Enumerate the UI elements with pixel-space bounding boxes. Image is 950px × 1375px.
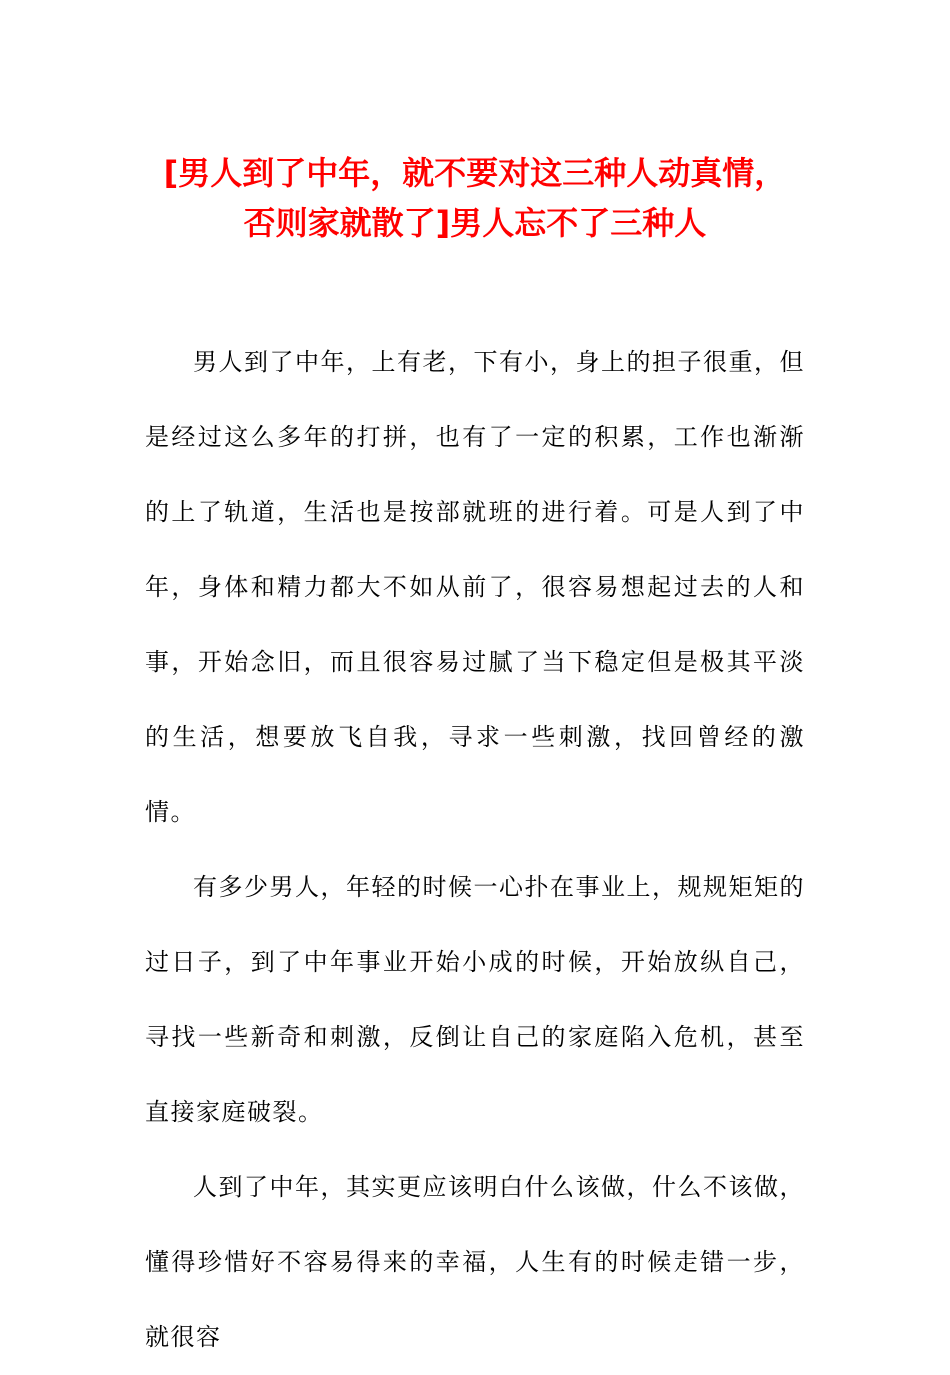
title-line-2: 否则家就散了]男人忘不了三种人 [243,204,707,242]
paragraph-2: 有多少男人，年轻的时候一心扑在事业上，规规矩矩的过日子，到了中年事业开始小成的时候，开始放纵自己，寻找一些新奇和刺激，反倒让自己的家庭陷入危机，甚至直接家庭破裂。 [145,873,805,1126]
title-line-1: [男人到了中年，就不要对这三种人动真情， [163,154,787,192]
paragraph-1: 男人到了中年，上有老，下有小，身上的担子很重，但是经过这么多年的打拼，也有了一定的积累，工作也渐渐的上了轨道，生活也是按部就班的进行着。可是人到了中年，身体和精力都大不如从前了，很容易想起过去的人和事，开始念旧，而且很容易过腻了当下稳定但是极其平淡的生活，想要放飞自我，寻求一些刺激，找回曾经的激情。 [145,348,805,826]
document-title [100,148,850,248]
document-body [145,325,805,1375]
paragraph-3: 人到了中年，其实更应该明白什么该做，什么不该做，懂得珍惜好不容易得来的幸福，人生有的时候走错一步，就很容 [145,1173,805,1351]
